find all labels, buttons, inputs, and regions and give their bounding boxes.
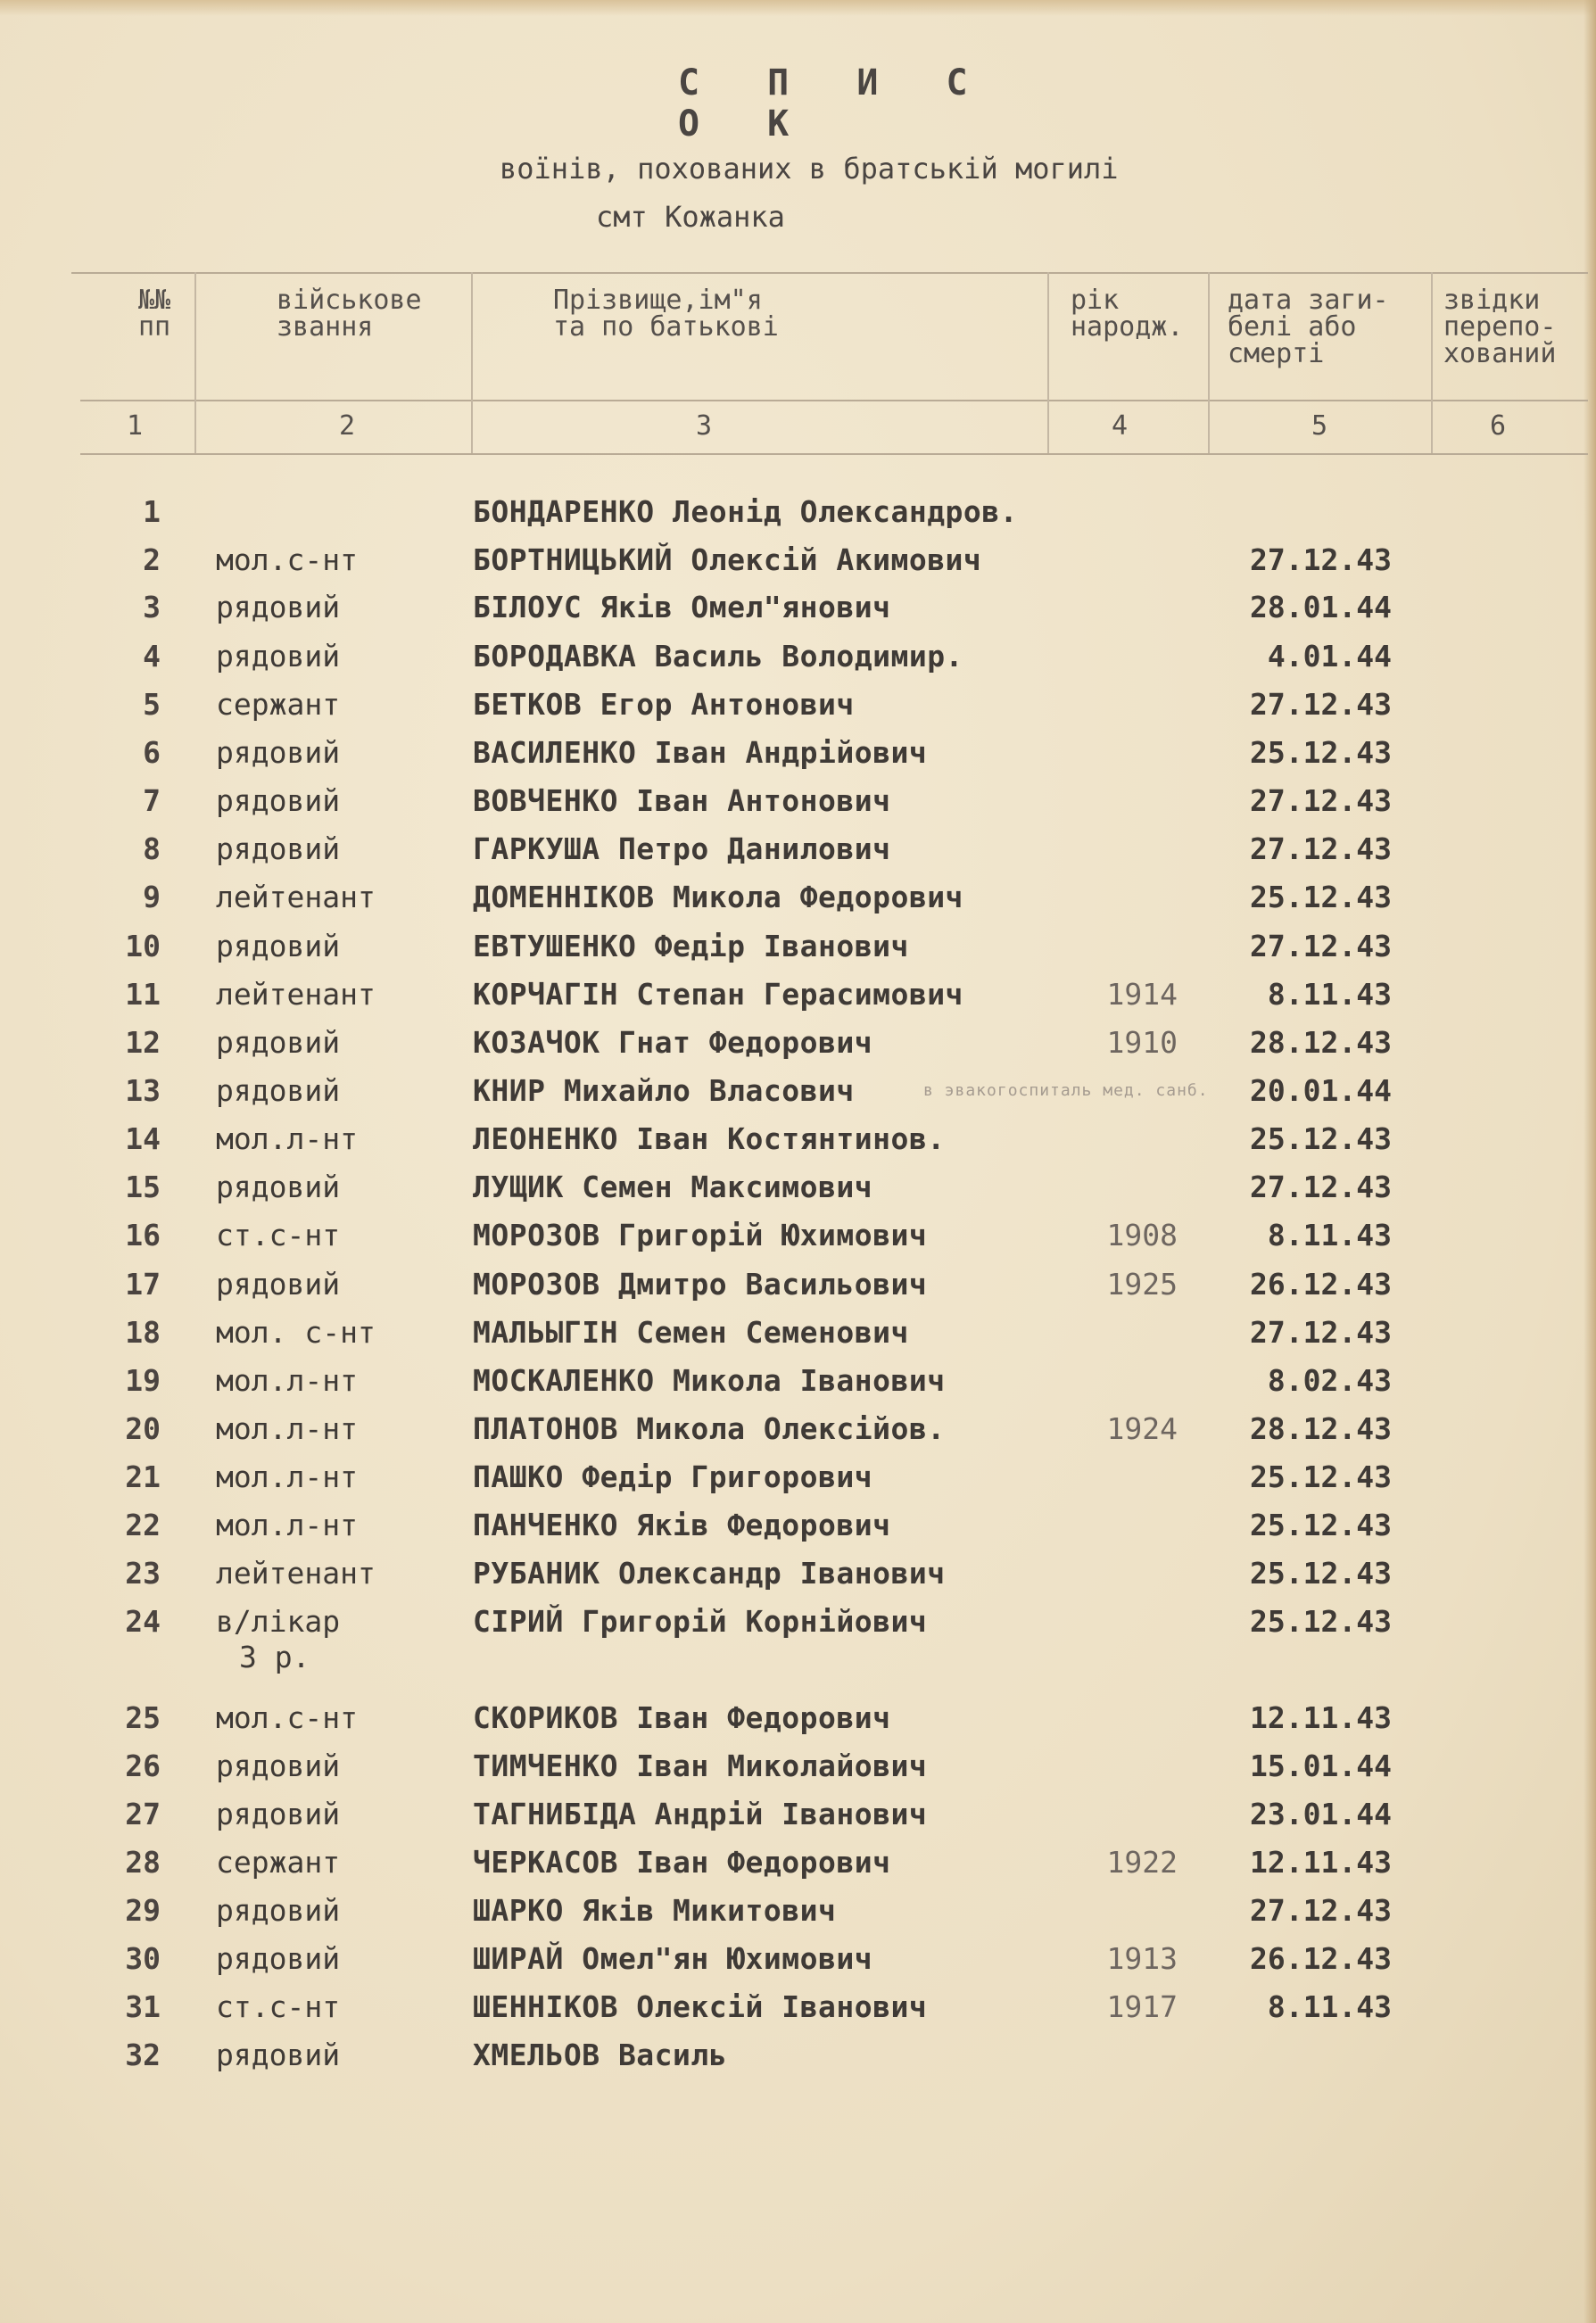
table-row — [0, 1509, 1596, 1558]
column-number-6: 6 — [1490, 410, 1507, 442]
table-row — [0, 689, 1596, 737]
row-number: 17 — [125, 1267, 161, 1302]
row-name: КОРЧАГІН Степан Герасимович — [473, 977, 963, 1012]
row-name: ТИМЧЕНКО Іван Миколайович — [473, 1748, 928, 1783]
row-number: 25 — [125, 1700, 161, 1735]
table-row — [0, 1171, 1596, 1219]
row-birth-year: 1910 — [1106, 1025, 1178, 1060]
row-name: БІЛОУС Яків Омел"янович — [473, 590, 891, 624]
row-number: 22 — [125, 1508, 161, 1542]
row-rank: рядовий — [216, 1170, 341, 1204]
row-number: 30 — [125, 1941, 161, 1976]
row-rank: рядовий — [216, 2038, 341, 2072]
row-number: 24 — [125, 1604, 161, 1639]
table-row — [0, 1847, 1596, 1895]
row-number: 9 — [143, 880, 161, 914]
row-name: МАЛЬЫГІН Семен Семенович — [473, 1315, 909, 1350]
row-birth-year: 1922 — [1106, 1845, 1178, 1880]
document-subtitle-line1: воїнів, похованих в братській могилі — [500, 152, 1119, 186]
row-number: 18 — [125, 1315, 161, 1350]
row-death-date: 26.12.43 — [1250, 1941, 1392, 1976]
table-row — [0, 1943, 1596, 1991]
table-row — [0, 1702, 1596, 1750]
row-birth-year: 1908 — [1106, 1218, 1178, 1252]
table-row — [0, 591, 1596, 640]
row-number: 16 — [125, 1218, 161, 1252]
col-divider-2 — [471, 272, 473, 453]
row-death-date: 27.12.43 — [1250, 1315, 1392, 1350]
row-death-date: 15.01.44 — [1250, 1748, 1392, 1783]
row-birth-year: 1913 — [1106, 1941, 1178, 1976]
row-name: ШАРКО Яків Микитович — [473, 1893, 837, 1928]
table-top-rule — [71, 272, 1588, 274]
row-number: 21 — [125, 1459, 161, 1494]
row-death-date: 20.01.44 — [1250, 1073, 1392, 1108]
row-name: ШЕННІКОВ Олексій Іванович — [473, 1989, 928, 2024]
row-number: 13 — [125, 1073, 161, 1108]
header-birth-year: рік народж. — [1071, 285, 1184, 343]
row-name: ЛЕОНЕНКО Іван Костянтинов. — [473, 1121, 946, 1156]
table-row — [0, 881, 1596, 930]
row-death-date: 23.01.44 — [1250, 1797, 1392, 1831]
row-death-date: 25.12.43 — [1250, 1121, 1392, 1156]
table-row — [0, 496, 1596, 544]
row-rank: в/лікар — [216, 1604, 341, 1639]
document-subtitle-line2: смт Кожанка — [596, 200, 785, 234]
column-number-2: 2 — [339, 410, 356, 442]
row-name: ВОВЧЕНКО Іван Антонович — [473, 783, 891, 818]
row-name: БОНДАРЕНКО Леонід Олександров. — [473, 494, 1019, 529]
header-rank: військове звання — [277, 285, 422, 343]
col-divider-5 — [1431, 272, 1433, 453]
row-death-date: 8.02.43 — [1267, 1363, 1392, 1398]
table-row — [0, 785, 1596, 833]
table-row — [0, 1798, 1596, 1847]
row-death-date: 28.01.44 — [1250, 590, 1392, 624]
row-number: 6 — [143, 735, 161, 770]
row-death-date: 12.11.43 — [1250, 1845, 1392, 1880]
row-birth-year: 1917 — [1106, 1989, 1178, 2024]
row-death-date: 12.11.43 — [1250, 1700, 1392, 1735]
row-rank: мол.л-нт — [216, 1121, 358, 1156]
row-name: МОСКАЛЕНКО Микола Іванович — [473, 1363, 946, 1398]
row-death-date: 27.12.43 — [1250, 687, 1392, 722]
row-rank: мол.л-нт — [216, 1411, 358, 1446]
row-number: 29 — [125, 1893, 161, 1928]
row-name: ДОМЕННІКОВ Микола Федорович — [473, 880, 963, 914]
row-number: 1 — [143, 494, 161, 529]
table-colnum-rule — [80, 453, 1588, 455]
row-number: 8 — [143, 831, 161, 866]
row-death-date: 27.12.43 — [1250, 1893, 1392, 1928]
row-name: РУБАНИК Олександр Іванович — [473, 1556, 946, 1591]
row-death-date: 8.11.43 — [1267, 977, 1392, 1012]
row-rank: рядовий — [216, 783, 341, 818]
col-divider-1 — [194, 272, 196, 453]
table-row — [0, 1317, 1596, 1365]
table-row — [0, 1991, 1596, 2039]
row-number: 14 — [125, 1121, 161, 1156]
row-birth-year: 1914 — [1106, 977, 1178, 1012]
row-name: ПАШКО Федір Григорович — [473, 1459, 873, 1494]
table-row — [0, 1269, 1596, 1317]
row-death-date: 25.12.43 — [1250, 1459, 1392, 1494]
row-rank: сержант — [216, 687, 341, 722]
row-name: ЕВТУШЕНКО Федір Іванович — [473, 929, 909, 963]
row-name: БОРОДАВКА Василь Володимир. — [473, 639, 963, 674]
row-number: 11 — [125, 977, 161, 1012]
row-name: ТАГНИБІДА Андрій Іванович — [473, 1797, 928, 1831]
row-death-date: 25.12.43 — [1250, 1508, 1392, 1542]
row-name: КНИР Михайло Власович — [473, 1073, 855, 1108]
row-rank: рядовий — [216, 1748, 341, 1783]
table-row — [0, 544, 1596, 592]
document-title: С П И С О К — [678, 62, 991, 145]
row-number: 7 — [143, 783, 161, 818]
table-row — [0, 737, 1596, 785]
row-rank: мол.л-нт — [216, 1459, 358, 1494]
row-rank: рядовий — [216, 1941, 341, 1976]
row-number: 32 — [125, 2038, 161, 2072]
row-number: 5 — [143, 687, 161, 722]
row-death-date: 27.12.43 — [1250, 929, 1392, 963]
header-number: №№ пп — [138, 285, 171, 343]
column-number-4: 4 — [1112, 410, 1129, 442]
col-divider-3 — [1047, 272, 1049, 453]
row-rank: мол.с-нт — [216, 1700, 358, 1735]
table-header-rule — [80, 400, 1588, 401]
table-row — [0, 1075, 1596, 1123]
header-name: Прізвище,ім"я та по батькові — [553, 285, 779, 343]
row-rank: рядовий — [216, 1797, 341, 1831]
row-death-date: 28.12.43 — [1250, 1411, 1392, 1446]
table-row — [0, 930, 1596, 979]
header-reburied-from: звідки перепо- хований — [1443, 285, 1557, 369]
row-name: ЛУЩИК Семен Максимович — [473, 1170, 873, 1204]
row-death-date: 25.12.43 — [1250, 735, 1392, 770]
row-name: ЧЕРКАСОВ Іван Федорович — [473, 1845, 891, 1880]
table-row — [0, 1558, 1596, 1606]
row-name: ПАНЧЕНКО Яків Федорович — [473, 1508, 891, 1542]
row-rank: сержант — [216, 1845, 341, 1880]
row-rank: ст.с-нт — [216, 1989, 341, 2024]
row-death-date: 27.12.43 — [1250, 542, 1392, 577]
row-death-date: 26.12.43 — [1250, 1267, 1392, 1302]
table-row — [0, 1365, 1596, 1413]
row-number: 23 — [125, 1556, 161, 1591]
row-number: 10 — [125, 929, 161, 963]
row-number: 2 — [143, 542, 161, 577]
row-number: 15 — [125, 1170, 161, 1204]
row-rank: рядовий — [216, 590, 341, 624]
row-death-date: 25.12.43 — [1250, 1604, 1392, 1639]
row-name: ШИРАЙ Омел"ян Юхимович — [473, 1941, 873, 1976]
row-rank: лейтенант — [216, 880, 376, 914]
table-row — [0, 1413, 1596, 1461]
column-number-5: 5 — [1311, 410, 1328, 442]
table-row — [0, 2039, 1596, 2087]
row-rank: мол.л-нт — [216, 1508, 358, 1542]
row-name: МОРОЗОВ Дмитро Васильович — [473, 1267, 928, 1302]
row-death-date: 25.12.43 — [1250, 880, 1392, 914]
row-death-date: 8.11.43 — [1267, 1218, 1392, 1252]
row-birth-year: 1925 — [1106, 1267, 1178, 1302]
table-row — [0, 833, 1596, 881]
row-number: 12 — [125, 1025, 161, 1060]
row-rank: мол.с-нт — [216, 542, 358, 577]
row-number: 20 — [125, 1411, 161, 1446]
row-rank: мол. с-нт — [216, 1315, 376, 1350]
faint-stamp-text: в эвакогоспиталь мед. санб. — [923, 1081, 1209, 1100]
row-name: ПЛАТОНОВ Микола Олексійов. — [473, 1411, 946, 1446]
table-row — [0, 1461, 1596, 1509]
column-number-3: 3 — [696, 410, 713, 442]
row-birth-year: 1924 — [1106, 1411, 1178, 1446]
row-rank: рядовий — [216, 1267, 341, 1302]
table-row — [0, 1604, 1596, 1674]
row-rank: мол.л-нт — [216, 1363, 358, 1398]
row-number: 26 — [125, 1748, 161, 1783]
row-rank: рядовий — [216, 735, 341, 770]
row-death-date: 25.12.43 — [1250, 1556, 1392, 1591]
table-row — [0, 1027, 1596, 1075]
row-name: СКОРИКОВ Іван Федорович — [473, 1700, 891, 1735]
table-row — [0, 1750, 1596, 1798]
row-number: 27 — [125, 1797, 161, 1831]
row-number: 3 — [143, 590, 161, 624]
row-rank: рядовий — [216, 831, 341, 866]
row-name: БЕТКОВ Егор Антонович — [473, 687, 855, 722]
row-rank: рядовий — [216, 929, 341, 963]
row-number: 31 — [125, 1989, 161, 2024]
row-rank: рядовий — [216, 1893, 341, 1928]
row-rank: рядовий — [216, 639, 341, 674]
row-rank: рядовий — [216, 1025, 341, 1060]
row-rank: ст.с-нт — [216, 1218, 341, 1252]
table-row — [0, 1895, 1596, 1943]
row-rank-line2: 3 р. — [239, 1640, 310, 1674]
row-name: ХМЕЛЬОВ Василь — [473, 2038, 728, 2072]
column-number-1: 1 — [127, 410, 144, 442]
row-rank: лейтенант — [216, 1556, 376, 1591]
paper-edge-top — [0, 0, 1596, 16]
row-name: МОРОЗОВ Григорій Юхимович — [473, 1218, 928, 1252]
col-divider-4 — [1208, 272, 1210, 453]
row-name: КОЗАЧОК Гнат Федорович — [473, 1025, 873, 1060]
row-number: 4 — [143, 639, 161, 674]
row-death-date: 28.12.43 — [1250, 1025, 1392, 1060]
row-death-date: 4.01.44 — [1267, 639, 1392, 674]
row-death-date: 27.12.43 — [1250, 783, 1392, 818]
table-row — [0, 641, 1596, 689]
row-rank: лейтенант — [216, 977, 376, 1012]
table-row — [0, 979, 1596, 1027]
table-row — [0, 1219, 1596, 1268]
header-death-date: дата заги- белі або смерті — [1228, 285, 1389, 369]
row-name: БОРТНИЦЬКИЙ Олексій Акимович — [473, 542, 982, 577]
row-death-date: 27.12.43 — [1250, 1170, 1392, 1204]
row-name: ГАРКУША Петро Данилович — [473, 831, 891, 866]
row-name: СІРИЙ Григорій Корнійович — [473, 1604, 928, 1639]
row-death-date: 8.11.43 — [1267, 1989, 1392, 2024]
row-number: 28 — [125, 1845, 161, 1880]
row-death-date: 27.12.43 — [1250, 831, 1392, 866]
table-row — [0, 1123, 1596, 1171]
row-number: 19 — [125, 1363, 161, 1398]
row-name: ВАСИЛЕНКО Іван Андрійович — [473, 735, 928, 770]
row-rank: рядовий — [216, 1073, 341, 1108]
